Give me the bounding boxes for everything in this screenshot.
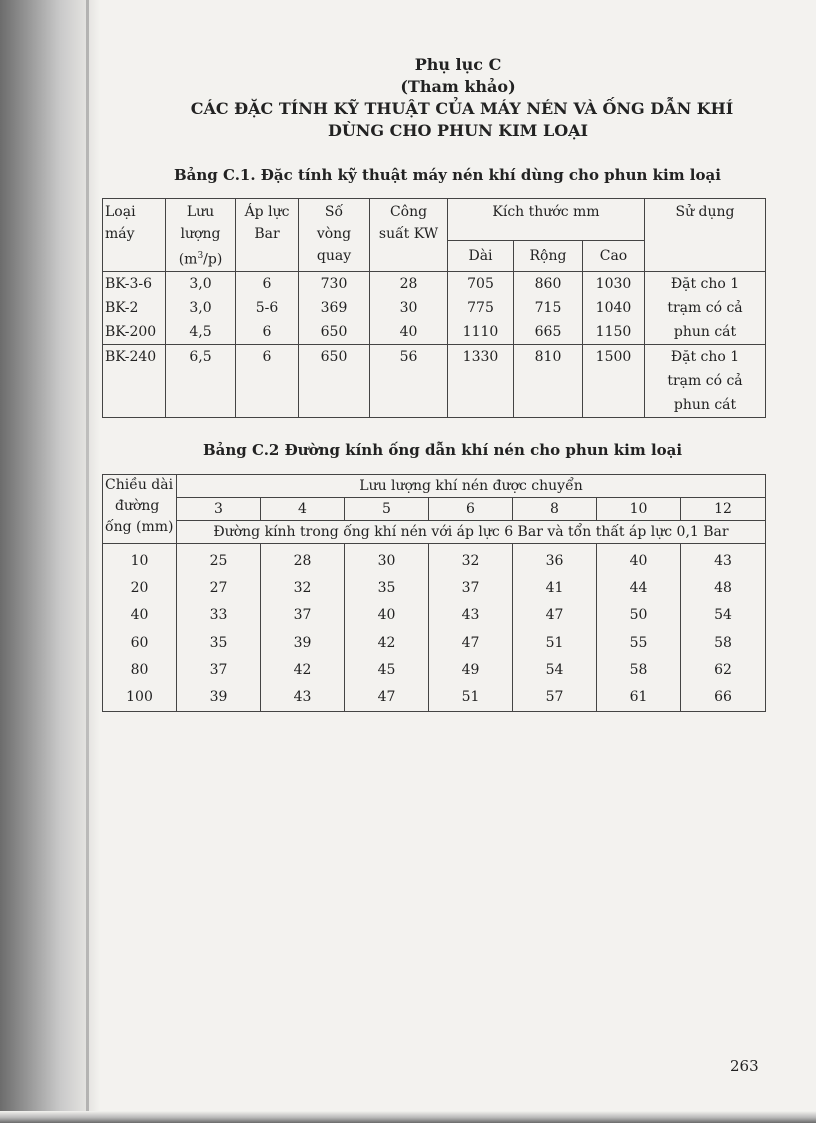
table-row: [103, 544, 766, 576]
table2-caption: Bảng C.2 Đường kính ống dẫn khí nén cho phun kim loại: [203, 441, 683, 459]
page-bottom-edge: [0, 1111, 816, 1123]
appendix-note: (Tham khảo): [400, 77, 516, 96]
diameter-cell: 35: [177, 630, 261, 657]
table-row: [103, 630, 766, 657]
diameter-cell: 32: [429, 544, 513, 576]
pipe-length-cell: 100: [103, 684, 177, 712]
header-length: Dài: [448, 240, 514, 271]
diameter-cell: 33: [177, 602, 261, 629]
diameter-cell: 66: [681, 684, 766, 712]
flow-col-header: 8: [513, 498, 597, 521]
header-rpm: Số vòng quay: [299, 199, 370, 272]
table-row: BK-240 6,5 6 650 56 1330 810 1500 Đặt cho 1 trạm có cả phun cát: [103, 344, 766, 417]
diameter-cell: 37: [429, 575, 513, 602]
usage-cell-group2: Đặt cho 1 trạm có cả phun cát: [645, 344, 766, 417]
diameter-cell: 40: [597, 544, 681, 576]
diameter-cell: 48: [681, 575, 766, 602]
diameter-cell: 62: [681, 657, 766, 684]
appendix-heading-line2: DÙNG CHO PHUN KIM LOẠI: [327, 121, 589, 140]
diameter-cell: 30: [345, 544, 429, 576]
diameter-cell: 44: [597, 575, 681, 602]
flow-col-header: 6: [429, 498, 513, 521]
diameter-cell: 40: [345, 602, 429, 629]
usage-cell-group1: Đặt cho 1 trạm có cả phun cát: [645, 271, 766, 344]
flow-col-header: 3: [177, 498, 261, 521]
diameter-cell: 47: [345, 684, 429, 712]
diameter-cell: 25: [177, 544, 261, 576]
table-row: BK-200 4,5 6 650 40 1110 665 1150: [103, 320, 766, 345]
compressor-spec-table: [102, 198, 766, 418]
diameter-cell: 27: [177, 575, 261, 602]
diameter-cell: 43: [429, 602, 513, 629]
table1-caption: Bảng C.1. Đặc tính kỹ thuật máy nén khí dùng cho phun kim loại: [174, 166, 721, 184]
header-pressure: Áp lực Bar: [236, 199, 299, 272]
header-width: Rộng: [514, 240, 583, 271]
header-pipe-length: Chiều dài đường ống (mm): [103, 475, 177, 544]
diameter-cell: 41: [513, 575, 597, 602]
table-row: [103, 657, 766, 684]
diameter-cell: 37: [261, 602, 345, 629]
diameter-cell: 61: [597, 684, 681, 712]
diameter-cell: 47: [513, 602, 597, 629]
header-power: Công suất KW: [370, 199, 448, 272]
diameter-cell: 45: [345, 657, 429, 684]
book-binding-shadow: [0, 0, 100, 1123]
header-height: Cao: [583, 240, 645, 271]
diameter-cell: 28: [261, 544, 345, 576]
diameter-cell: 49: [429, 657, 513, 684]
diameter-cell: 43: [681, 544, 766, 576]
pipe-length-cell: 40: [103, 602, 177, 629]
table-row: BK-2 3,0 5-6 369 30 775 715 1040: [103, 296, 766, 320]
header-dimensions: Kích thước mm: [448, 199, 645, 241]
diameter-cell: 55: [597, 630, 681, 657]
diameter-cell: 35: [345, 575, 429, 602]
diameter-cell: 47: [429, 630, 513, 657]
appendix-title: Phụ lục C: [414, 55, 502, 74]
pipe-diameter-table: [102, 474, 766, 712]
table-row: [103, 684, 766, 712]
diameter-cell: 54: [513, 657, 597, 684]
pipe-length-cell: 80: [103, 657, 177, 684]
diameter-cell: 37: [177, 657, 261, 684]
table-row: BK-3-6 3,0 6 730 28 705 860 1030 Đặt cho 1 trạm có cả phun cát: [103, 271, 766, 296]
pipe-length-cell: 60: [103, 630, 177, 657]
header-machine-type: Loại máy: [103, 199, 166, 272]
header-flow-transferred: Lưu lượng khí nén được chuyển: [177, 475, 766, 498]
diameter-cell: 39: [177, 684, 261, 712]
page-number: 263: [730, 1057, 759, 1075]
flow-col-header: 10: [597, 498, 681, 521]
table-row: [103, 575, 766, 602]
appendix-heading-line1: CÁC ĐẶC TÍNH KỸ THUẬT CỦA MÁY NÉN VÀ ỐNG DẪN KHÍ: [190, 99, 734, 118]
diameter-cell: 57: [513, 684, 597, 712]
flow-col-header: 5: [345, 498, 429, 521]
diameter-cell: 54: [681, 602, 766, 629]
flow-col-header: 4: [261, 498, 345, 521]
diameter-cell: 42: [345, 630, 429, 657]
table-row: [103, 602, 766, 629]
pipe-length-cell: 10: [103, 544, 177, 576]
diameter-cell: 32: [261, 575, 345, 602]
diameter-cell: 51: [429, 684, 513, 712]
page-fold-line: [86, 0, 89, 1123]
diameter-cell: 39: [261, 630, 345, 657]
diameter-cell: 51: [513, 630, 597, 657]
header-flow: Lưu lượng $(m^3/p)$: [166, 199, 236, 272]
diameter-cell: 50: [597, 602, 681, 629]
header-usage: Sử dụng: [645, 199, 766, 272]
diameter-cell: 58: [597, 657, 681, 684]
diameter-cell: 36: [513, 544, 597, 576]
header-diameter-subtitle: Đường kính trong ống khí nén với áp lực 6 Bar và tổn thất áp lực 0,1 Bar: [177, 521, 766, 544]
diameter-cell: 42: [261, 657, 345, 684]
pipe-length-cell: 20: [103, 575, 177, 602]
diameter-cell: 43: [261, 684, 345, 712]
flow-col-header: 12: [681, 498, 766, 521]
diameter-cell: 58: [681, 630, 766, 657]
